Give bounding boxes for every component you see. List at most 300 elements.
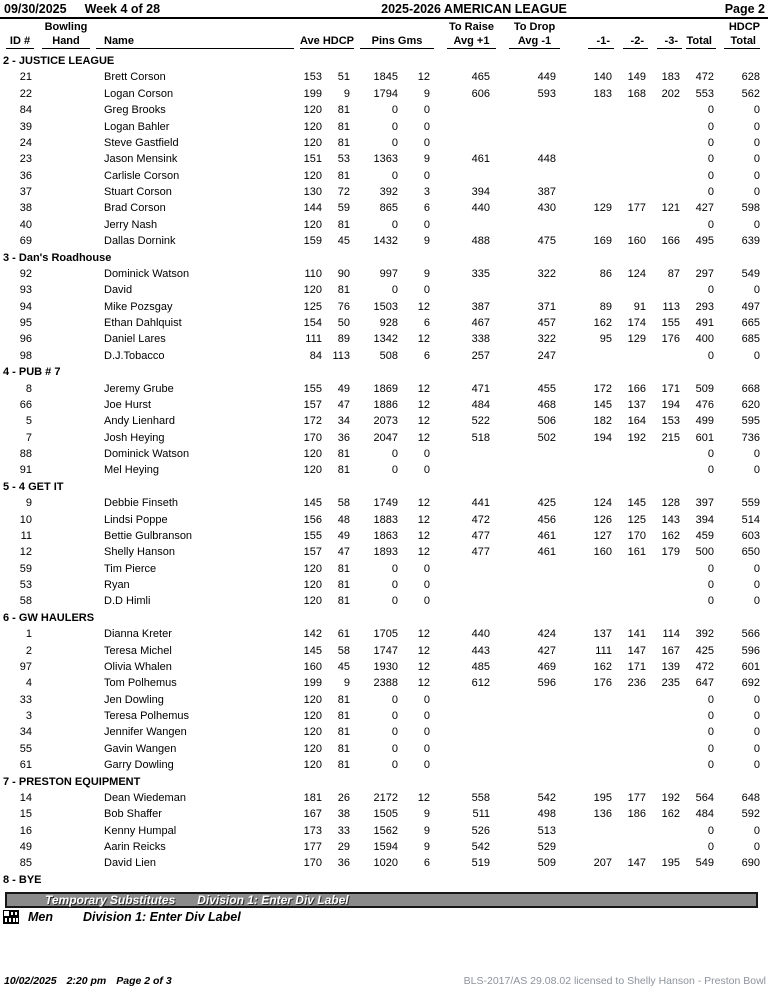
col-bowling-label: Bowling bbox=[44, 21, 88, 33]
player-pins: 0 bbox=[391, 579, 398, 591]
player-to-raise bbox=[434, 282, 496, 298]
printed-date: 10/02/2025 bbox=[4, 975, 57, 987]
player-to-raise: 471 bbox=[471, 382, 490, 395]
player-game3: 183 bbox=[661, 71, 680, 84]
player-game1: 89 bbox=[599, 300, 612, 313]
player-row bbox=[0, 217, 764, 233]
player-pins: 1342 bbox=[373, 333, 398, 346]
player-game1 bbox=[562, 692, 616, 708]
player-hdcp-total: 0 bbox=[753, 693, 760, 706]
player-games: 0 bbox=[423, 562, 430, 575]
page-number: Page 2 bbox=[724, 2, 765, 16]
player-hdcp: 72 bbox=[337, 186, 350, 198]
player-game1: 126 bbox=[593, 513, 612, 526]
player-game3: 155 bbox=[661, 317, 680, 329]
player-game2: 137 bbox=[627, 398, 646, 411]
player-average: 167 bbox=[303, 808, 322, 821]
player-name: D.J.Tobacco bbox=[104, 349, 165, 362]
player-to-drop: 449 bbox=[537, 71, 556, 84]
player-to-raise: 526 bbox=[471, 824, 490, 837]
player-pins: 0 bbox=[391, 218, 398, 231]
player-row bbox=[0, 168, 764, 184]
player-game1 bbox=[562, 168, 616, 184]
player-row bbox=[0, 331, 764, 347]
player-to-drop: 542 bbox=[537, 791, 556, 804]
player-name: Jen Dowling bbox=[104, 693, 164, 706]
player-hdcp-total: 0 bbox=[753, 136, 760, 149]
player-row bbox=[0, 593, 764, 609]
player-game1: 162 bbox=[593, 660, 612, 673]
player-pins: 928 bbox=[379, 317, 398, 329]
player-games: 0 bbox=[423, 284, 430, 297]
player-game1 bbox=[562, 593, 616, 609]
player-to-drop bbox=[496, 741, 562, 757]
player-game1 bbox=[562, 741, 616, 757]
player-id: 24 bbox=[19, 136, 32, 149]
player-row bbox=[0, 413, 764, 429]
player-to-drop bbox=[496, 135, 562, 151]
player-average: 120 bbox=[303, 104, 322, 117]
player-series-total: 553 bbox=[695, 87, 714, 100]
col-pins-gms-label: Pins Gms bbox=[360, 34, 434, 49]
player-game2: 177 bbox=[627, 791, 646, 804]
player-pins: 2388 bbox=[373, 677, 398, 690]
player-hand bbox=[36, 659, 96, 675]
player-series-total: 0 bbox=[707, 841, 714, 853]
player-to-drop: 596 bbox=[537, 677, 556, 690]
week-label: Week 4 of 28 bbox=[84, 2, 161, 16]
player-game1 bbox=[562, 151, 616, 167]
subs-division-label: Division 1: Enter Div Label bbox=[197, 893, 349, 907]
player-game1 bbox=[562, 282, 616, 298]
player-series-total: 0 bbox=[707, 104, 714, 117]
player-row bbox=[0, 119, 764, 135]
player-name: Debbie Finseth bbox=[104, 497, 178, 510]
player-hdcp: 58 bbox=[337, 644, 350, 657]
player-to-raise bbox=[434, 708, 496, 724]
player-hdcp: 9 bbox=[343, 87, 350, 100]
player-hdcp-total: 0 bbox=[753, 710, 760, 722]
player-game1: 183 bbox=[593, 87, 612, 100]
player-average: 111 bbox=[305, 333, 322, 346]
player-to-drop: 468 bbox=[537, 398, 556, 411]
player-series-total: 392 bbox=[695, 628, 714, 641]
player-hdcp-total: 0 bbox=[753, 120, 760, 133]
player-games: 12 bbox=[417, 644, 430, 657]
player-games: 6 bbox=[423, 202, 430, 215]
player-name: Dominick Watson bbox=[104, 267, 190, 280]
player-pins: 1863 bbox=[373, 529, 398, 542]
player-name: Dallas Dornink bbox=[104, 235, 176, 248]
player-series-total: 0 bbox=[707, 710, 714, 722]
player-id: 97 bbox=[19, 660, 32, 673]
player-pins: 0 bbox=[391, 136, 398, 149]
player-name: Ryan bbox=[104, 579, 130, 591]
player-id: 91 bbox=[19, 464, 32, 477]
player-id: 38 bbox=[19, 202, 32, 215]
player-game2 bbox=[616, 135, 650, 151]
player-game2 bbox=[616, 282, 650, 298]
player-to-raise: 394 bbox=[471, 186, 490, 198]
player-average: 170 bbox=[303, 431, 322, 444]
player-series-total: 549 bbox=[695, 857, 714, 870]
player-hdcp-total: 692 bbox=[741, 677, 760, 690]
team-name: 5 - 4 GET IT bbox=[3, 480, 64, 493]
player-average: 199 bbox=[303, 677, 322, 690]
player-hand bbox=[36, 512, 96, 528]
player-game3 bbox=[650, 724, 684, 740]
player-to-drop: 448 bbox=[537, 153, 556, 166]
player-hdcp: 47 bbox=[337, 398, 350, 411]
player-hdcp-total: 0 bbox=[753, 169, 760, 182]
player-id: 59 bbox=[19, 562, 32, 575]
player-game3: 128 bbox=[661, 497, 680, 510]
license-text: BLS-2017/AS 29.08.02 licensed to Shelly Hanson - Preston Bowl bbox=[463, 975, 766, 987]
player-series-total: 0 bbox=[707, 579, 714, 591]
player-games: 12 bbox=[417, 333, 430, 346]
player-games: 12 bbox=[417, 300, 430, 313]
player-id: 14 bbox=[19, 791, 32, 804]
player-id: 53 bbox=[19, 579, 32, 591]
player-game2 bbox=[616, 151, 650, 167]
player-average: 120 bbox=[303, 464, 322, 477]
player-game1 bbox=[562, 839, 616, 855]
player-hdcp: 81 bbox=[337, 136, 350, 149]
player-pins: 1869 bbox=[373, 382, 398, 395]
player-to-drop bbox=[496, 708, 562, 724]
player-name: Greg Brooks bbox=[104, 104, 166, 117]
player-hdcp: 9 bbox=[343, 677, 350, 690]
player-game1: 176 bbox=[593, 677, 612, 690]
player-hdcp: 81 bbox=[337, 104, 350, 117]
player-hdcp: 36 bbox=[337, 857, 350, 870]
player-series-total: 297 bbox=[695, 267, 714, 280]
player-hdcp: 50 bbox=[337, 317, 350, 329]
player-hdcp-total: 0 bbox=[753, 726, 760, 739]
player-name: Jason Mensink bbox=[104, 153, 178, 166]
player-game2: 160 bbox=[627, 235, 646, 248]
team-name: 3 - Dan's Roadhouse bbox=[3, 251, 112, 264]
player-hdcp-total: 620 bbox=[741, 398, 760, 411]
player-series-total: 491 bbox=[695, 317, 714, 329]
player-hdcp: 89 bbox=[337, 333, 350, 346]
player-game1 bbox=[562, 561, 616, 577]
player-id: 39 bbox=[19, 120, 32, 133]
player-average: 172 bbox=[303, 415, 322, 428]
player-game3 bbox=[650, 561, 684, 577]
player-game3: 139 bbox=[661, 660, 680, 673]
player-games: 12 bbox=[417, 71, 430, 84]
player-to-drop: 387 bbox=[537, 186, 556, 198]
player-hand bbox=[36, 692, 96, 708]
player-to-raise bbox=[434, 741, 496, 757]
player-to-drop: 455 bbox=[537, 382, 556, 395]
column-headers bbox=[0, 20, 764, 49]
player-id: 37 bbox=[19, 186, 32, 198]
player-game3: 194 bbox=[661, 398, 680, 411]
player-hand bbox=[36, 151, 96, 167]
player-hdcp-total: 736 bbox=[741, 431, 760, 444]
col-hdcp-total-label: Total bbox=[724, 34, 760, 49]
player-id: 66 bbox=[19, 398, 32, 411]
player-hand bbox=[36, 643, 96, 659]
player-to-raise bbox=[434, 102, 496, 118]
player-name: Stuart Corson bbox=[104, 186, 172, 198]
player-id: 69 bbox=[19, 235, 32, 248]
player-hdcp: 76 bbox=[337, 300, 350, 313]
player-hdcp-total: 0 bbox=[753, 448, 760, 460]
player-pins: 1930 bbox=[373, 660, 398, 673]
player-series-total: 0 bbox=[707, 153, 714, 166]
player-row bbox=[0, 626, 764, 642]
player-average: 159 bbox=[303, 235, 322, 248]
player-game2: 192 bbox=[627, 431, 646, 444]
player-name: David bbox=[104, 284, 133, 297]
player-series-total: 394 bbox=[695, 513, 714, 526]
player-game2 bbox=[616, 577, 650, 593]
player-average: 120 bbox=[303, 120, 322, 133]
player-average: 120 bbox=[303, 169, 322, 182]
player-games: 0 bbox=[423, 136, 430, 149]
player-row bbox=[0, 102, 764, 118]
player-hdcp: 81 bbox=[337, 579, 350, 591]
player-name: Josh Heying bbox=[104, 431, 165, 444]
player-to-raise: 477 bbox=[471, 529, 490, 542]
player-row bbox=[0, 512, 764, 528]
player-game2 bbox=[616, 168, 650, 184]
player-id: 11 bbox=[20, 529, 32, 542]
player-games: 0 bbox=[423, 169, 430, 182]
player-series-total: 425 bbox=[695, 644, 714, 657]
player-pins: 1893 bbox=[373, 546, 398, 559]
player-name: Jeremy Grube bbox=[104, 382, 174, 395]
player-to-drop: 529 bbox=[537, 841, 556, 853]
player-pins: 1562 bbox=[373, 824, 398, 837]
player-hdcp: 81 bbox=[337, 759, 350, 772]
player-hand bbox=[36, 331, 96, 347]
player-name: Garry Dowling bbox=[104, 759, 174, 772]
player-hand bbox=[36, 233, 96, 249]
player-id: 61 bbox=[19, 759, 32, 772]
player-game1: 136 bbox=[593, 808, 612, 821]
col-id-label: ID # bbox=[6, 34, 34, 49]
player-hdcp-total: 603 bbox=[741, 529, 760, 542]
player-pins: 2073 bbox=[373, 415, 398, 428]
player-hdcp-total: 665 bbox=[741, 317, 760, 329]
player-game2: 161 bbox=[627, 546, 646, 559]
player-row bbox=[0, 266, 764, 282]
player-game2: 129 bbox=[627, 333, 646, 346]
player-to-drop bbox=[496, 577, 562, 593]
col-hand-label: Hand bbox=[42, 34, 90, 49]
player-id: 15 bbox=[19, 808, 32, 821]
player-name: Carlisle Corson bbox=[104, 169, 180, 182]
col-avg-plus1-label: Avg +1 bbox=[447, 34, 496, 49]
player-game3: 113 bbox=[662, 300, 680, 313]
player-games: 9 bbox=[423, 808, 430, 821]
col-game1-label: -1- bbox=[588, 34, 614, 49]
player-games: 12 bbox=[417, 398, 430, 411]
player-series-total: 476 bbox=[695, 398, 714, 411]
player-to-raise: 522 bbox=[471, 415, 490, 428]
col-to-raise-label: To Raise bbox=[448, 21, 495, 33]
player-hdcp: 48 bbox=[337, 513, 350, 526]
player-hand bbox=[36, 381, 96, 397]
player-row bbox=[0, 282, 764, 298]
player-id: 96 bbox=[19, 333, 32, 346]
player-hand bbox=[36, 168, 96, 184]
player-average: 199 bbox=[303, 87, 322, 100]
player-hdcp: 81 bbox=[337, 120, 350, 133]
player-id: 16 bbox=[19, 824, 32, 837]
player-hdcp: 81 bbox=[337, 284, 350, 297]
player-name: Joe Hurst bbox=[104, 398, 152, 411]
player-to-drop bbox=[496, 692, 562, 708]
player-game2: 147 bbox=[627, 644, 646, 657]
player-hdcp: 81 bbox=[337, 169, 350, 182]
player-hand bbox=[36, 184, 96, 200]
player-hdcp: 47 bbox=[337, 546, 350, 559]
player-series-total: 0 bbox=[707, 693, 714, 706]
player-name: Mike Pozsgay bbox=[104, 300, 173, 313]
player-game1 bbox=[562, 757, 616, 773]
player-series-total: 293 bbox=[695, 300, 714, 313]
player-games: 6 bbox=[423, 857, 430, 870]
player-to-drop bbox=[496, 593, 562, 609]
player-id: 95 bbox=[19, 317, 32, 329]
player-hand bbox=[36, 299, 96, 315]
player-hand bbox=[36, 626, 96, 642]
player-game1: 172 bbox=[593, 382, 612, 395]
player-game3: 179 bbox=[661, 546, 680, 559]
player-row bbox=[0, 462, 764, 478]
player-game3: 192 bbox=[661, 791, 680, 804]
player-game3: 162 bbox=[661, 529, 680, 542]
player-pins: 0 bbox=[391, 562, 398, 575]
player-series-total: 647 bbox=[695, 677, 714, 690]
player-hdcp-total: 601 bbox=[741, 660, 760, 673]
player-game3: 87 bbox=[667, 267, 680, 280]
player-row bbox=[0, 397, 764, 413]
player-id: 58 bbox=[19, 595, 32, 608]
player-hand bbox=[36, 86, 96, 102]
player-to-raise bbox=[434, 724, 496, 740]
player-game3 bbox=[650, 217, 684, 233]
player-games: 12 bbox=[417, 677, 430, 690]
player-to-raise: 472 bbox=[471, 513, 490, 526]
player-game3 bbox=[650, 135, 684, 151]
player-row bbox=[0, 446, 764, 462]
player-to-raise: 485 bbox=[471, 660, 490, 673]
player-game2 bbox=[616, 593, 650, 609]
player-average: 156 bbox=[303, 513, 322, 526]
player-series-total: 500 bbox=[695, 546, 714, 559]
player-hdcp: 58 bbox=[337, 497, 350, 510]
player-row bbox=[0, 495, 764, 511]
player-to-drop: 498 bbox=[537, 808, 556, 821]
player-row bbox=[0, 675, 764, 691]
player-name: David Lien bbox=[104, 857, 156, 870]
player-hdcp: 51 bbox=[337, 71, 350, 84]
player-games: 12 bbox=[417, 546, 430, 559]
player-hdcp-total: 562 bbox=[741, 87, 760, 100]
player-series-total: 484 bbox=[695, 808, 714, 821]
player-id: 10 bbox=[19, 513, 32, 526]
player-series-total: 427 bbox=[695, 202, 714, 215]
player-game3: 121 bbox=[661, 202, 680, 215]
player-game1: 160 bbox=[593, 546, 612, 559]
player-to-drop: 502 bbox=[537, 431, 556, 444]
player-average: 144 bbox=[303, 202, 322, 215]
player-to-drop bbox=[496, 462, 562, 478]
player-hdcp: 61 bbox=[337, 628, 350, 641]
player-game3 bbox=[650, 823, 684, 839]
player-to-drop: 461 bbox=[537, 546, 556, 559]
player-average: 120 bbox=[303, 284, 322, 297]
temporary-substitutes-bar bbox=[5, 892, 758, 908]
player-hand bbox=[36, 315, 96, 331]
player-average: 157 bbox=[303, 546, 322, 559]
player-pins: 0 bbox=[391, 595, 398, 608]
player-average: 125 bbox=[303, 300, 322, 313]
player-hdcp: 81 bbox=[337, 464, 350, 477]
player-hdcp-total: 0 bbox=[753, 742, 760, 755]
player-game2: 166 bbox=[627, 382, 646, 395]
player-hdcp: 49 bbox=[337, 382, 350, 395]
col-name-label: Name bbox=[96, 34, 294, 49]
player-game2: 145 bbox=[627, 497, 646, 510]
player-average: 110 bbox=[304, 267, 322, 280]
player-game3 bbox=[650, 282, 684, 298]
player-average: 130 bbox=[303, 186, 322, 198]
men-division-label: Division 1: Enter Div Label bbox=[83, 910, 241, 924]
player-hdcp-total: 598 bbox=[741, 202, 760, 215]
player-series-total: 472 bbox=[695, 71, 714, 84]
player-hand bbox=[36, 528, 96, 544]
player-hdcp-total: 0 bbox=[753, 349, 760, 362]
player-game1: 182 bbox=[593, 415, 612, 428]
player-to-drop: 322 bbox=[537, 333, 556, 346]
player-games: 0 bbox=[423, 742, 430, 755]
player-hdcp-total: 566 bbox=[741, 628, 760, 641]
men-division-line bbox=[3, 908, 241, 926]
player-to-raise: 484 bbox=[471, 398, 490, 411]
player-row bbox=[0, 839, 764, 855]
player-pins: 0 bbox=[391, 726, 398, 739]
player-hdcp-total: 0 bbox=[753, 153, 760, 166]
player-games: 12 bbox=[417, 660, 430, 673]
player-to-drop: 456 bbox=[537, 513, 556, 526]
player-to-drop: 322 bbox=[537, 267, 556, 280]
player-game2 bbox=[616, 692, 650, 708]
player-hdcp: 38 bbox=[337, 808, 350, 821]
player-id: 40 bbox=[19, 218, 32, 231]
player-game2 bbox=[616, 708, 650, 724]
player-game2: 236 bbox=[627, 677, 646, 690]
player-hdcp-total: 0 bbox=[753, 464, 760, 477]
player-hdcp-total: 514 bbox=[741, 513, 760, 526]
player-game1 bbox=[562, 446, 616, 462]
player-games: 0 bbox=[423, 464, 430, 477]
player-name: Jerry Nash bbox=[104, 218, 158, 231]
player-game2 bbox=[616, 757, 650, 773]
player-games: 0 bbox=[423, 218, 430, 231]
player-game1: 194 bbox=[593, 431, 612, 444]
print-footer bbox=[0, 975, 768, 989]
player-row bbox=[0, 348, 764, 364]
player-game2 bbox=[616, 823, 650, 839]
player-pins: 1505 bbox=[373, 808, 398, 821]
